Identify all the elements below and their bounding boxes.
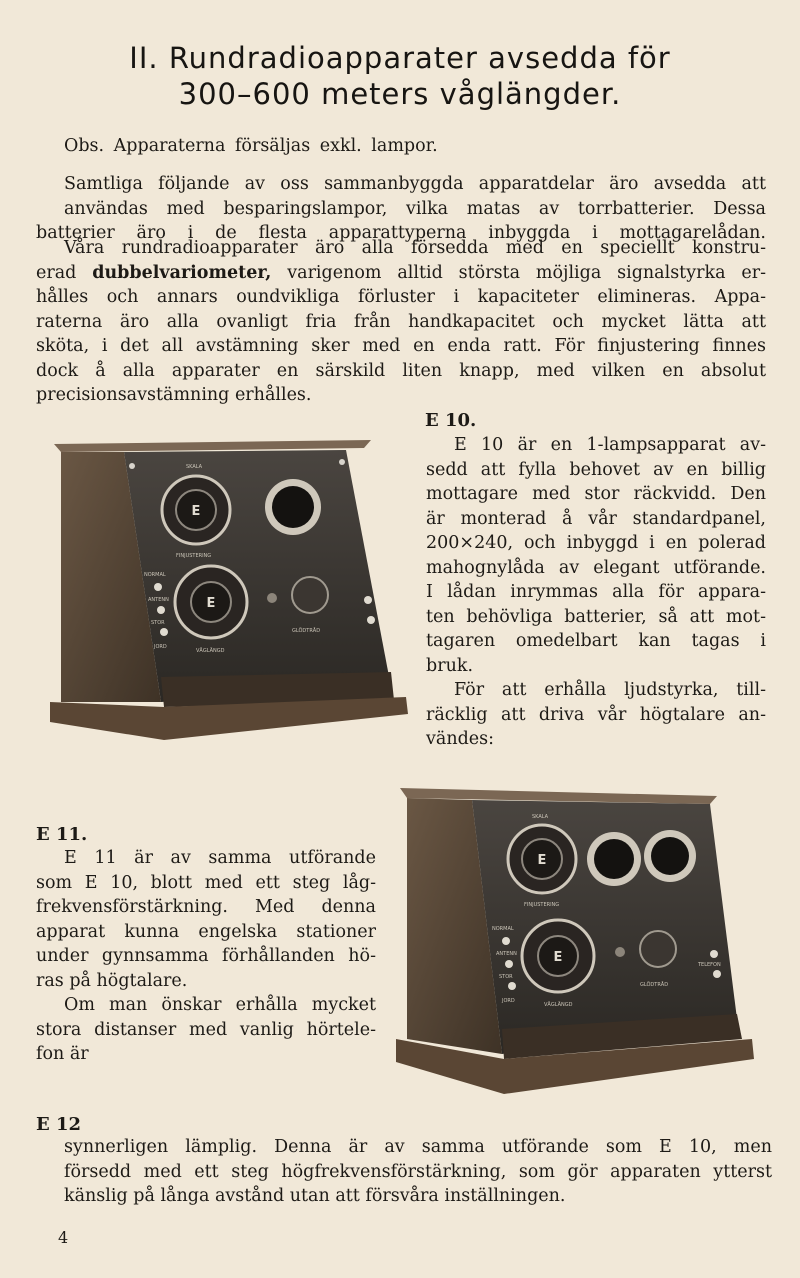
intro-paragraph-1	[36, 172, 766, 246]
page-title-line-1: II. Rundradioapparater avsedda för	[129, 41, 671, 75]
label-telefon: TELEFON	[698, 962, 721, 968]
terminal-antenn	[157, 606, 165, 614]
terminal-phone	[713, 970, 721, 978]
text-line: ras på högtalare.	[36, 970, 188, 991]
label-jord: JORD	[154, 644, 167, 650]
tube-window	[272, 486, 314, 528]
filament-knob	[640, 931, 676, 967]
filament-knob	[292, 577, 328, 613]
text-line: Våra rundradioapparater äro alla försedda med en speciellt konstru-	[64, 238, 766, 258]
text-line: sedd att fylla behovet av en billig	[426, 459, 766, 480]
fine-tune-knob	[615, 947, 625, 957]
terminal-normal	[502, 937, 510, 945]
text-line: är monterad å vår standardpanel,	[426, 508, 766, 529]
knob-letter: E	[191, 504, 201, 519]
text-segment: varigenom alltid största möjliga signalstyrka er-	[271, 262, 767, 283]
text-line: apparat kunna engelska stationer	[36, 921, 376, 942]
text-line: precisionsavstämning erhålles.	[36, 385, 312, 405]
tube-window	[594, 839, 634, 879]
notice-text: Obs. Apparaterna försäljas exkl. lampor.	[64, 136, 438, 156]
label-antenn: ANTENN	[496, 951, 517, 957]
label-normal: NORMAL	[492, 926, 514, 932]
intro-paragraph-2	[36, 236, 766, 408]
label-vaglangd: VÅGLÄNGD	[196, 648, 225, 654]
terminal-jord	[508, 982, 516, 990]
text-line: I lådan inrymmas alla för appara-	[426, 582, 766, 602]
text-line: mahognylåda av elegant utförande.	[426, 557, 766, 578]
text-line: batterier äro i de flesta apparattyperna inbyggda i mottagarelådan.	[36, 223, 766, 243]
label-skala: SKALA	[186, 464, 203, 470]
text-line: räcklig att driva vår högtalare an-	[426, 704, 766, 725]
text-line: E 10 är en 1-lampsapparat av-	[454, 435, 766, 455]
text-line: som E 10, blott med ett steg låg-	[36, 872, 376, 893]
panel-screw	[129, 463, 135, 469]
label-stor: STOR	[151, 620, 165, 626]
text-line: försedd med ett steg högfrekvensförstärkning, som gör apparaten ytterst	[64, 1161, 772, 1182]
knob-letter: E	[537, 853, 547, 868]
knob-letter: E	[206, 596, 216, 611]
terminal-phone	[364, 596, 372, 604]
radio-e11-photo	[392, 784, 756, 1098]
text-line: raterna äro alla ovanligt fria från handkapacitet och mycket lätta att	[36, 311, 766, 332]
tube-window	[651, 837, 689, 875]
text-line	[36, 261, 766, 286]
fine-tune-knob	[267, 593, 277, 603]
terminal-phone	[367, 616, 375, 624]
terminal-normal	[154, 583, 162, 591]
label-skala: SKALA	[532, 814, 549, 820]
text-segment: erad	[36, 262, 93, 283]
panel-screw	[339, 459, 345, 465]
terminal-jord	[160, 628, 168, 636]
knob-letter: E	[553, 950, 563, 965]
label-finjustering: FINJUSTERING	[524, 902, 560, 908]
text-line: sköta, i det all avstämning sker med en enda ratt. För finjustering finnes	[36, 336, 766, 356]
text-line: E 11 är av samma utförande	[64, 848, 376, 868]
text-line: Samtliga följande av oss sammanbyggda apparatdelar äro avsedda att	[64, 174, 766, 194]
text-line: vändes:	[426, 729, 495, 749]
label-glodtrad: GLÖDTRÅD	[292, 628, 321, 634]
e11-description	[36, 846, 376, 1067]
e10-heading: E 10.	[425, 410, 477, 431]
bold-term: dubbelvariometer,	[92, 262, 272, 283]
text-line: mottagare med stor räckvidd. Den	[426, 484, 766, 504]
text-line: stora distanser med vanlig hörtele-	[36, 1019, 376, 1040]
text-line: tagaren omedelbart kan tagas i	[426, 631, 766, 651]
terminal-phone	[710, 950, 718, 958]
text-line: 200×240, och inbyggd i en polerad	[426, 533, 766, 553]
cabinet-lid	[54, 440, 371, 452]
page-number: 4	[58, 1228, 69, 1247]
radio-e10-photo	[46, 432, 410, 746]
text-line: För att erhålla ljudstyrka, till-	[454, 680, 766, 700]
page-title-line-2: 300–600 meters våglängder.	[178, 77, 622, 111]
label-glodtrad: GLÖDTRÅD	[640, 982, 669, 988]
label-normal: NORMAL	[144, 572, 166, 578]
e11-heading: E 11.	[36, 824, 88, 845]
text-line: frekvensförstärkning. Med denna	[36, 897, 376, 917]
e10-description	[426, 433, 766, 752]
text-line: synnerligen lämplig. Denna är av samma utförande som E 10, men	[64, 1137, 772, 1157]
text-line: användas med besparingslampor, vilka matas av torrbatterier. Dessa	[64, 198, 766, 219]
label-antenn: ANTENN	[148, 597, 169, 603]
text-line: hålles och annars oundvikliga förluster i kapaciteter elimineras. Appa-	[36, 287, 766, 307]
text-line: under gynnsamma förhållanden hö-	[36, 946, 376, 966]
text-line: känslig på långa avstånd utan att försvåra inställningen.	[64, 1186, 566, 1206]
text-line: ten behövliga batterier, så att mot-	[426, 606, 766, 627]
text-line: fon är	[36, 1044, 89, 1064]
text-line: dock å alla apparater en särskild liten knapp, med vilken en absolut	[36, 360, 766, 381]
e12-heading: E 12	[36, 1114, 82, 1135]
text-line: bruk.	[426, 655, 474, 676]
label-vaglangd: VÅGLÄNGD	[544, 1002, 573, 1008]
text-line: Om man önskar erhålla mycket	[64, 995, 376, 1015]
terminal-antenn	[505, 960, 513, 968]
label-stor: STOR	[499, 974, 513, 980]
e12-description	[64, 1135, 772, 1209]
label-jord: JORD	[502, 998, 515, 1004]
label-finjustering: FINJUSTERING	[176, 553, 212, 559]
